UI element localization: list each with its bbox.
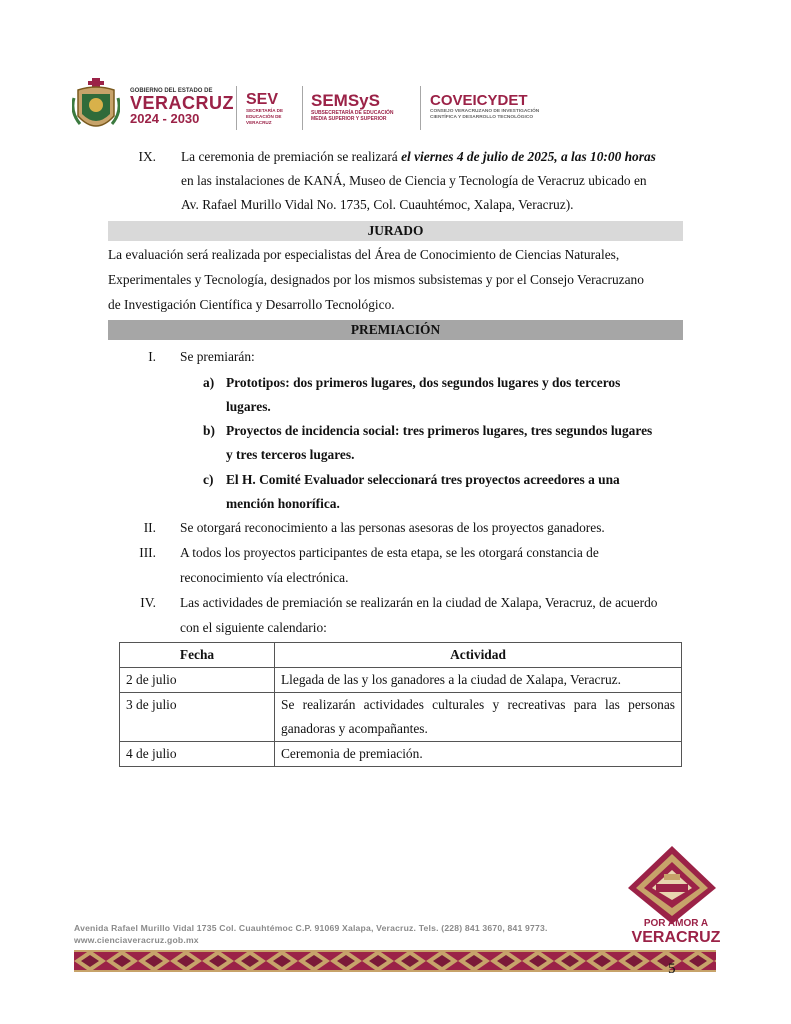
subitem-c-line1: El H. Comité Evaluador seleccionará tres proyectos acreedores a una — [226, 472, 620, 487]
footer-website: www.cienciaveracruz.gob.mx — [74, 935, 199, 945]
table-cell-activity: Se realizarán actividades culturales y recreativas para las personas ganadoras y acompañantes. — [275, 693, 682, 742]
item-iv-numeral: IV. — [140, 595, 156, 610]
subitem-c-letter: c) — [203, 472, 214, 487]
item-iii-numeral: III. — [139, 545, 156, 560]
item-ii-numeral: II. — [143, 520, 156, 535]
coveicydet-title: COVEICYDET — [430, 92, 528, 109]
semsys-logo — [311, 92, 421, 122]
slogan-line1: POR AMOR A — [643, 918, 709, 929]
decorative-border-strip — [74, 950, 716, 972]
table-header-row — [120, 643, 682, 668]
table-row — [120, 742, 682, 767]
item-ix-numeral: IX. — [138, 149, 156, 164]
column-header-actividad: Actividad — [275, 643, 682, 668]
table-cell-date: 2 de julio — [120, 668, 275, 693]
item-ix-line2: en las instalaciones de KANÁ, Museo de Ciencia y Tecnología de Veracruz ubicado en — [181, 173, 647, 188]
jurado-line3: de Investigación Científica y Desarrollo Tecnológico. — [108, 297, 395, 312]
jurado-line2: Experimentales y Tecnología, designados por los mismos subsistemas y por el Consejo Veracruzano — [108, 272, 644, 287]
coveicydet-subtitle-2: CIENTÍFICA Y DESARROLLO TECNOLÓGICO — [430, 115, 534, 120]
ceremony-date: el viernes 4 de julio de 2025, a las 10:00 horas — [401, 149, 656, 164]
column-header-fecha: Fecha — [120, 643, 275, 668]
item-iii-line1: A todos los proyectos participantes de esta etapa, se les otorgará constancia de — [180, 545, 599, 560]
coveicydet-logo — [430, 92, 580, 121]
item-iv-line1: Las actividades de premiación se realizarán en la ciudad de Xalapa, Veracruz, de acuerdo — [180, 595, 658, 610]
table-cell-date: 3 de julio — [120, 693, 275, 742]
sev-subtitle: SECRETARÍA DE EDUCACIÓN DE VERACRUZ — [246, 108, 284, 125]
subitem-a-line2: lugares. — [226, 399, 271, 414]
slogan — [626, 918, 726, 946]
table-cell-activity: Llegada de las y los ganadores a la ciudad de Xalapa, Veracruz. — [275, 668, 682, 693]
table-row — [120, 693, 682, 742]
gov-line2: VERACRUZ — [130, 93, 235, 113]
header-separator — [302, 86, 303, 130]
header-separator — [420, 86, 421, 130]
page-header — [70, 78, 590, 140]
item-ix-line3: Av. Rafael Murillo Vidal No. 1735, Col. Cuauhtémoc, Xalapa, Veracruz). — [181, 197, 574, 212]
item-iii-line2: reconocimiento vía electrónica. — [180, 570, 349, 585]
calendar-table — [119, 642, 682, 767]
amor-veracruz-emblem-icon — [626, 844, 718, 926]
subitem-b-letter: b) — [203, 423, 215, 438]
footer-address: Avenida Rafael Murillo Vidal 1735 Col. Cuauhtémoc C.P. 91069 Xalapa, Veracruz. Tels. (228) 841 3670, 841 9773. — [74, 923, 548, 933]
premiacion-heading: PREMIACIÓN — [108, 320, 683, 340]
jurado-heading: JURADO — [108, 221, 683, 241]
slogan-line2: VERACRUZ — [631, 929, 721, 946]
subitem-c-line2: mención honorífica. — [226, 496, 340, 511]
sev-logo — [246, 92, 306, 126]
semsys-subtitle-1: SUBSECRETARÍA DE EDUCACIÓN — [311, 110, 394, 116]
page-number: 5 — [668, 961, 676, 977]
subitem-a-line1: Prototipos: dos primeros lugares, dos segundos lugares y dos terceros — [226, 375, 621, 390]
subitem-b-line1: Proyectos de incidencia social: tres primeros lugares, tres segundos lugares — [226, 423, 653, 438]
semsys-subtitle-2: MEDIA SUPERIOR Y SUPERIOR — [311, 116, 387, 122]
semsys-title: SEMSyS — [311, 91, 380, 110]
item-ix-line1 — [181, 145, 683, 169]
gov-veracruz-logo — [130, 88, 240, 126]
item-ix-text: La ceremonia de premiación se realizará — [181, 149, 402, 164]
item-iv-line2: con el siguiente calendario: — [180, 620, 327, 635]
subitem-b-line2: y tres terceros lugares. — [226, 447, 355, 462]
jurado-line1: La evaluación será realizada por especialistas del Área de Conocimiento de Ciencias Naturales, — [108, 247, 620, 262]
sev-title: SEV — [246, 91, 279, 108]
table-cell-date: 4 de julio — [120, 742, 275, 767]
gov-line3: 2024 - 2030 — [130, 111, 200, 126]
gov-line1: GOBIERNO DEL ESTADO DE — [130, 88, 213, 94]
item-ii-text: Se otorgará reconocimiento a las personas asesoras de los proyectos ganadores. — [180, 520, 605, 535]
coveicydet-subtitle-1: CONSEJO VERACRUZANO DE INVESTIGACIÓN — [430, 109, 540, 114]
subitem-a-letter: a) — [203, 375, 215, 390]
veracruz-coat-of-arms-icon — [72, 78, 120, 138]
header-separator — [236, 86, 237, 130]
table-cell-activity: Ceremonia de premiación. — [275, 742, 682, 767]
item-i-numeral: I. — [148, 349, 156, 364]
item-i-text: Se premiarán: — [180, 349, 255, 364]
table-row — [120, 668, 682, 693]
